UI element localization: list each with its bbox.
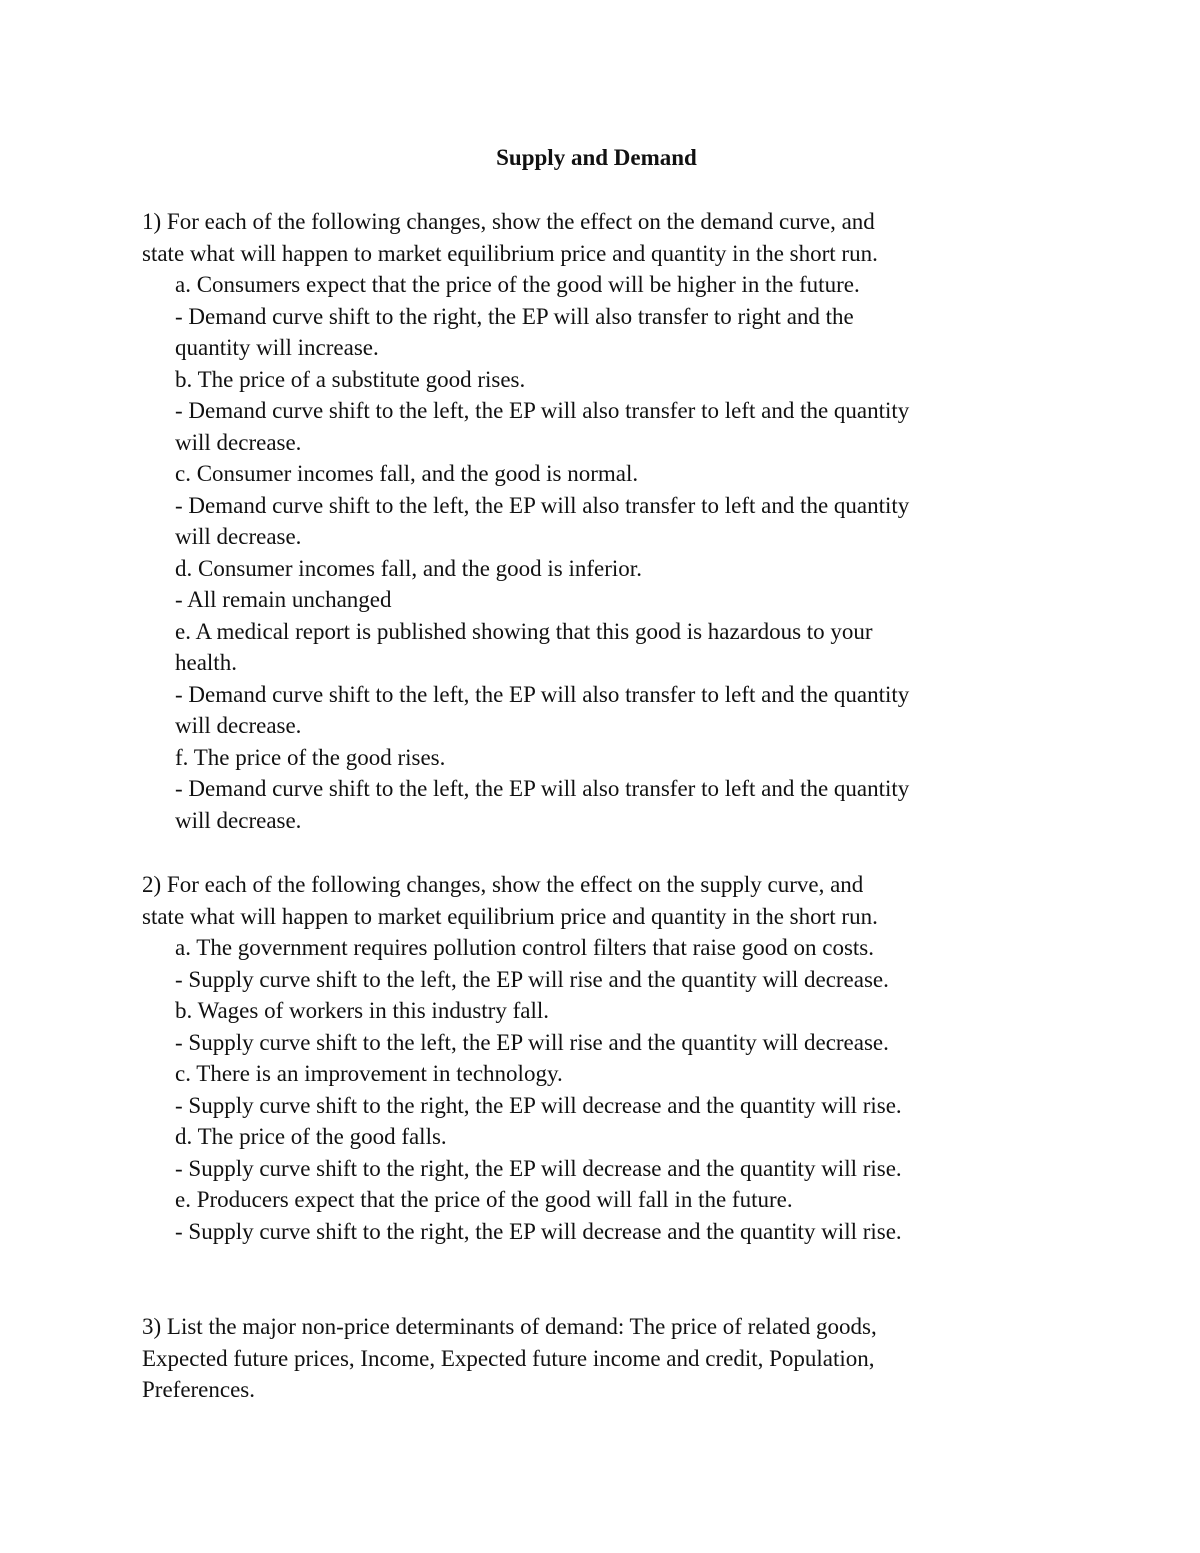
question-2-answer-a: - Supply curve shift to the left, the EP will rise and the quantity will decrease. [175,966,889,992]
question-1 [142,206,1142,836]
question-1-part-a: a. Consumers expect that the price of the good will be higher in the future. [175,272,860,297]
question-2-part-a: a. The government requires pollution control filters that raise good on costs. [175,935,874,960]
question-1-answer-c: will decrease. [175,524,302,549]
question-3-text-line: Expected future prices, Income, Expected future income and credit, Population, [142,1345,875,1371]
question-1-part-c: c. Consumer incomes fall, and the good is normal. [175,461,639,486]
question-2-text-line: 2) For each of the following changes, show the effect on the supply curve, and [142,872,864,897]
question-1-answer-a: - Demand curve shift to the right, the EP will also transfer to right and the [175,303,854,329]
question-1-part-e: health. [175,650,237,675]
question-2-answer-d: - Supply curve shift to the right, the EP will decrease and the quantity will rise. [175,1155,902,1181]
question-2-part-e: e. Producers expect that the price of the good will fall in the future. [175,1187,793,1212]
question-1-text-line: state what will happen to market equilibrium price and quantity in the short run. [142,240,878,266]
question-1-part-e: e. A medical report is published showing that this good is hazardous to your [175,618,873,644]
question-1-answer-c: - Demand curve shift to the left, the EP will also transfer to left and the quantity [175,492,910,518]
question-3 [142,1311,1142,1406]
page-title: Supply and Demand [496,145,697,170]
question-2-text-line: state what will happen to market equilibrium price and quantity in the short run. [142,903,878,929]
question-2-part-d: d. The price of the good falls. [175,1124,447,1149]
question-2-part-b: b. Wages of workers in this industry fall. [175,998,549,1023]
question-1-answer-e: - Demand curve shift to the left, the EP will also transfer to left and the quantity [175,681,910,707]
question-1-part-b: b. The price of a substitute good rises. [175,366,526,392]
question-1-text-line: 1) For each of the following changes, show the effect on the demand curve, and [142,209,875,234]
question-2-part-c: c. There is an improvement in technology. [175,1061,563,1086]
question-1-answer-d: - All remain unchanged [175,587,392,612]
question-2 [142,869,1142,1247]
question-1-answer-f: - Demand curve shift to the left, the EP will also transfer to left and the quantity [175,776,910,801]
question-2-answer-b: - Supply curve shift to the left, the EP will rise and the quantity will decrease. [175,1029,889,1055]
question-2-answer-c: - Supply curve shift to the right, the EP will decrease and the quantity will rise. [175,1092,902,1118]
question-2-answer-e: - Supply curve shift to the right, the EP will decrease and the quantity will rise. [175,1218,902,1244]
question-1-answer-b: - Demand curve shift to the left, the EP will also transfer to left and the quantity [175,398,910,423]
question-1-part-f: f. The price of the good rises. [175,744,446,770]
question-1-answer-b: will decrease. [175,429,302,455]
question-1-part-d: d. Consumer incomes fall, and the good is inferior. [175,555,642,581]
question-3-text-line: Preferences. [142,1377,256,1402]
question-1-answer-f: will decrease. [175,807,302,833]
question-3-text-line: 3) List the major non-price determinants of demand: The price of related goods, [142,1314,877,1339]
question-1-answer-a: quantity will increase. [175,335,379,360]
question-1-answer-e: will decrease. [175,713,302,738]
